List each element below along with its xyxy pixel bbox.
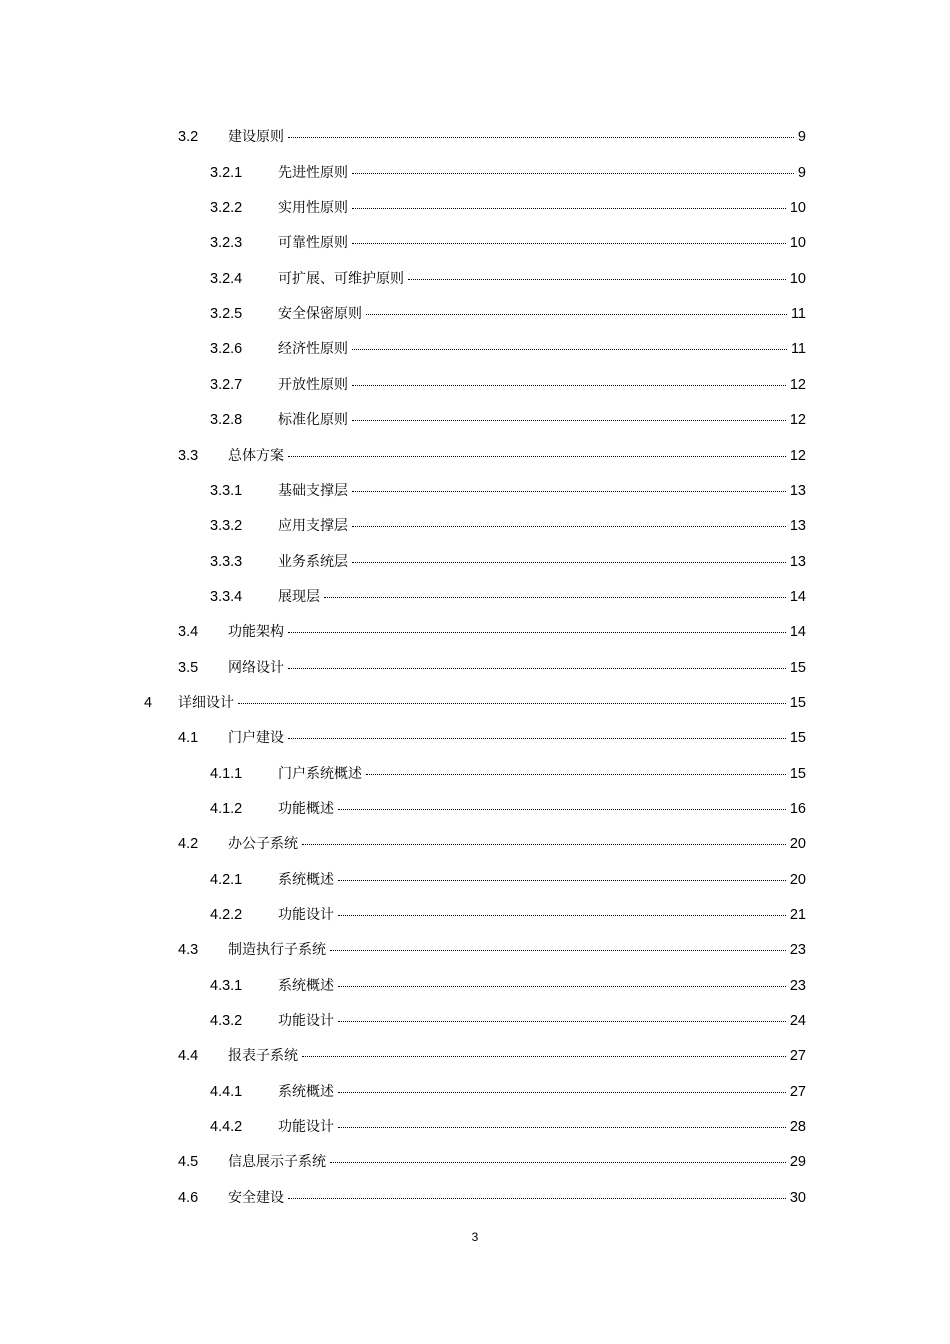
toc-entry-title: 先进性原则: [278, 164, 348, 181]
toc-entry-page: 20: [789, 871, 806, 888]
toc-entry-number: 4.1: [178, 730, 199, 747]
toc-dot-leader: [352, 491, 786, 492]
toc-dot-leader: [338, 915, 786, 916]
toc-entry-page: 14: [789, 624, 806, 641]
toc-entry[interactable]: [0, 367, 950, 402]
toc-dot-leader: [330, 950, 786, 951]
toc-dot-leader: [288, 738, 786, 739]
toc-entry-number: 3.4: [178, 624, 199, 641]
toc-entry-page: 29: [789, 1154, 806, 1171]
toc-entry-number: 4.2.1: [210, 871, 243, 888]
toc-entry[interactable]: [0, 1039, 950, 1074]
toc-entry-number: 4.3: [178, 942, 199, 959]
toc-dot-leader: [338, 1021, 786, 1022]
toc-dot-leader: [302, 1056, 786, 1057]
toc-entry[interactable]: [0, 898, 950, 933]
toc-entry-number: 4.2: [178, 836, 199, 853]
toc-entry-body: [278, 1014, 806, 1029]
toc-entry-title: 详细设计: [178, 694, 234, 711]
toc-entry-body: [278, 307, 806, 322]
toc-entry-page: 24: [789, 1013, 806, 1030]
toc-entry-title: 业务系统层: [278, 553, 348, 570]
toc-entry-body: [278, 555, 806, 570]
toc-entry-number: 4.2.2: [210, 906, 243, 923]
toc-entry-title: 功能设计: [278, 906, 334, 923]
toc-entry-page: 27: [789, 1083, 806, 1100]
toc-entry-number: 3.5: [178, 659, 199, 676]
toc-entry-body: [278, 873, 806, 888]
toc-dot-leader: [352, 173, 794, 174]
toc-entry-title: 应用支撑层: [278, 518, 348, 535]
toc-entry-page: 20: [789, 836, 806, 853]
toc-entry-title: 系统概述: [278, 977, 334, 994]
toc-entry[interactable]: [0, 579, 950, 614]
toc-entry-page: 12: [789, 447, 806, 464]
toc-dot-leader: [352, 420, 786, 421]
toc-entry-number: 3.3.4: [210, 588, 243, 605]
toc-dot-leader: [288, 668, 786, 669]
toc-entry-body: [278, 378, 806, 393]
toc-entry[interactable]: [0, 473, 950, 508]
toc-dot-leader: [352, 243, 786, 244]
toc-entry-title: 可靠性原则: [278, 235, 348, 252]
toc-entry-body: [278, 201, 806, 216]
toc-entry-body: [278, 236, 806, 251]
toc-dot-leader: [352, 208, 786, 209]
toc-entry-number: 3.2.3: [210, 235, 243, 252]
toc-entry-title: 系统概述: [278, 871, 334, 888]
toc-entry-number: 3.3: [178, 447, 199, 464]
toc-entry-body: [228, 1155, 806, 1170]
toc-entry-number: 3.3.3: [210, 553, 243, 570]
table-of-contents: [0, 120, 950, 1216]
toc-dot-leader: [366, 774, 786, 775]
toc-entry[interactable]: [0, 1180, 950, 1215]
toc-dot-leader: [302, 844, 786, 845]
toc-entry-number: 3.2: [178, 129, 199, 146]
toc-entry-title: 安全建设: [228, 1189, 284, 1206]
toc-entry-number: 4.4.1: [210, 1083, 243, 1100]
toc-entry-body: [228, 731, 806, 746]
toc-entry-page: 9: [797, 129, 806, 146]
toc-entry[interactable]: [0, 1110, 950, 1145]
toc-entry-body: [278, 1120, 806, 1135]
toc-dot-leader: [324, 597, 786, 598]
toc-entry-page: 15: [789, 659, 806, 676]
toc-entry[interactable]: [0, 756, 950, 791]
toc-entry-title: 实用性原则: [278, 200, 348, 217]
toc-entry-title: 办公子系统: [228, 836, 298, 853]
toc-entry[interactable]: [0, 509, 950, 544]
toc-entry-page: 14: [789, 588, 806, 605]
toc-entry-body: [278, 802, 806, 817]
toc-entry[interactable]: [0, 650, 950, 685]
toc-entry-body: [228, 625, 806, 640]
toc-entry-number: 4.4.2: [210, 1119, 243, 1136]
toc-entry-number: 4.3.1: [210, 977, 243, 994]
toc-dot-leader: [338, 1127, 786, 1128]
toc-entry-number: 4.1.2: [210, 800, 243, 817]
toc-dot-leader: [238, 703, 786, 704]
toc-entry[interactable]: [0, 792, 950, 827]
toc-entry-number: 3.2.1: [210, 164, 243, 181]
toc-dot-leader: [330, 1162, 786, 1163]
toc-dot-leader: [338, 809, 786, 810]
toc-entry-body: [278, 413, 806, 428]
toc-entry-number: 4.3.2: [210, 1013, 243, 1030]
toc-entry[interactable]: [0, 120, 950, 155]
toc-entry-body: [278, 767, 806, 782]
toc-entry-title: 报表子系统: [228, 1048, 298, 1065]
toc-dot-leader: [352, 385, 786, 386]
toc-entry-page: 12: [789, 412, 806, 429]
toc-entry-title: 制造执行子系统: [228, 942, 326, 959]
toc-entry-title: 网络设计: [228, 659, 284, 676]
toc-dot-leader: [338, 880, 786, 881]
toc-entry-page: 30: [789, 1189, 806, 1206]
toc-entry[interactable]: [0, 544, 950, 579]
toc-entry-page: 10: [789, 270, 806, 287]
toc-entry-body: [178, 696, 806, 711]
toc-entry-title: 功能概述: [278, 800, 334, 817]
toc-dot-leader: [288, 137, 794, 138]
toc-entry-title: 门户系统概述: [278, 765, 362, 782]
toc-entry-page: 13: [789, 553, 806, 570]
toc-entry-number: 4.1.1: [210, 765, 243, 782]
toc-entry-body: [228, 449, 806, 464]
toc-entry-number: 3.2.7: [210, 376, 243, 393]
toc-entry-page: 15: [789, 694, 806, 711]
toc-entry[interactable]: [0, 827, 950, 862]
toc-entry-page: 15: [789, 765, 806, 782]
toc-entry-page: 11: [790, 341, 806, 358]
toc-entry-page: 15: [789, 730, 806, 747]
toc-entry-body: [278, 1085, 806, 1100]
toc-entry-page: 21: [789, 906, 806, 923]
toc-entry[interactable]: [0, 297, 950, 332]
toc-entry-title: 基础支撑层: [278, 482, 348, 499]
toc-entry-body: [228, 130, 806, 145]
toc-entry-number: 4.5: [178, 1154, 199, 1171]
toc-entry-page: 12: [789, 376, 806, 393]
toc-dot-leader: [288, 632, 786, 633]
toc-entry-title: 功能架构: [228, 624, 284, 641]
toc-entry-title: 功能设计: [278, 1119, 334, 1136]
toc-entry[interactable]: [0, 862, 950, 897]
toc-entry-number: 3.2.6: [210, 341, 243, 358]
toc-entry[interactable]: [0, 403, 950, 438]
toc-entry[interactable]: [0, 438, 950, 473]
toc-entry-body: [278, 519, 806, 534]
toc-entry-number: 4.6: [178, 1189, 199, 1206]
toc-entry[interactable]: [0, 1074, 950, 1109]
toc-entry[interactable]: [0, 933, 950, 968]
toc-entry-body: [278, 979, 806, 994]
toc-entry-title: 功能设计: [278, 1013, 334, 1030]
toc-entry-title: 门户建设: [228, 730, 284, 747]
toc-entry[interactable]: [0, 968, 950, 1003]
toc-entry-body: [228, 943, 806, 958]
toc-entry-page: 23: [789, 977, 806, 994]
toc-entry-number: 4.4: [178, 1048, 199, 1065]
toc-entry-title: 建设原则: [228, 129, 284, 146]
toc-entry-number: 4: [144, 694, 153, 711]
toc-entry[interactable]: [0, 261, 950, 296]
toc-entry[interactable]: [0, 615, 950, 650]
toc-entry-title: 开放性原则: [278, 376, 348, 393]
toc-entry[interactable]: [0, 191, 950, 226]
toc-entry-body: [278, 484, 806, 499]
toc-entry-title: 展现层: [278, 588, 320, 605]
toc-entry-body: [278, 342, 806, 357]
toc-dot-leader: [352, 562, 786, 563]
toc-entry-page: 10: [789, 235, 806, 252]
page-number: 3: [471, 1230, 479, 1244]
toc-entry-body: [228, 661, 806, 676]
toc-entry-number: 3.2.5: [210, 306, 243, 323]
toc-entry[interactable]: [0, 332, 950, 367]
toc-entry-title: 经济性原则: [278, 341, 348, 358]
toc-entry-page: 10: [789, 200, 806, 217]
toc-entry-body: [278, 166, 806, 181]
toc-entry-body: [278, 908, 806, 923]
toc-dot-leader: [352, 526, 786, 527]
toc-entry-number: 3.2.2: [210, 200, 243, 217]
toc-entry[interactable]: [0, 686, 950, 721]
toc-entry-body: [228, 1191, 806, 1206]
toc-entry[interactable]: [0, 1145, 950, 1180]
toc-entry-body: [278, 590, 806, 605]
toc-entry-page: 13: [789, 482, 806, 499]
toc-entry-page: 23: [789, 942, 806, 959]
toc-entry[interactable]: [0, 1004, 950, 1039]
toc-dot-leader: [352, 349, 787, 350]
toc-entry-number: 3.3.1: [210, 482, 243, 499]
toc-entry-number: 3.2.8: [210, 412, 243, 429]
toc-entry-page: 27: [789, 1048, 806, 1065]
toc-entry-title: 标准化原则: [278, 412, 348, 429]
toc-entry[interactable]: [0, 721, 950, 756]
toc-entry-body: [228, 837, 806, 852]
toc-dot-leader: [338, 1092, 786, 1093]
toc-dot-leader: [288, 456, 786, 457]
toc-entry-page: 11: [790, 306, 806, 323]
toc-entry[interactable]: [0, 155, 950, 190]
toc-dot-leader: [366, 314, 787, 315]
toc-entry-title: 信息展示子系统: [228, 1154, 326, 1171]
toc-entry-number: 3.2.4: [210, 270, 243, 287]
toc-entry-page: 28: [789, 1119, 806, 1136]
toc-entry-title: 安全保密原则: [278, 306, 362, 323]
toc-entry-page: 13: [789, 518, 806, 535]
toc-entry[interactable]: [0, 226, 950, 261]
toc-entry-title: 总体方案: [228, 447, 284, 464]
toc-entry-page: 9: [797, 164, 806, 181]
toc-entry-title: 系统概述: [278, 1083, 334, 1100]
toc-dot-leader: [288, 1198, 786, 1199]
toc-dot-leader: [338, 986, 786, 987]
toc-entry-page: 16: [789, 800, 806, 817]
toc-entry-title: 可扩展、可维护原则: [278, 270, 404, 287]
toc-entry-body: [228, 1049, 806, 1064]
toc-entry-body: [278, 272, 806, 287]
toc-dot-leader: [408, 279, 786, 280]
toc-entry-number: 3.3.2: [210, 518, 243, 535]
